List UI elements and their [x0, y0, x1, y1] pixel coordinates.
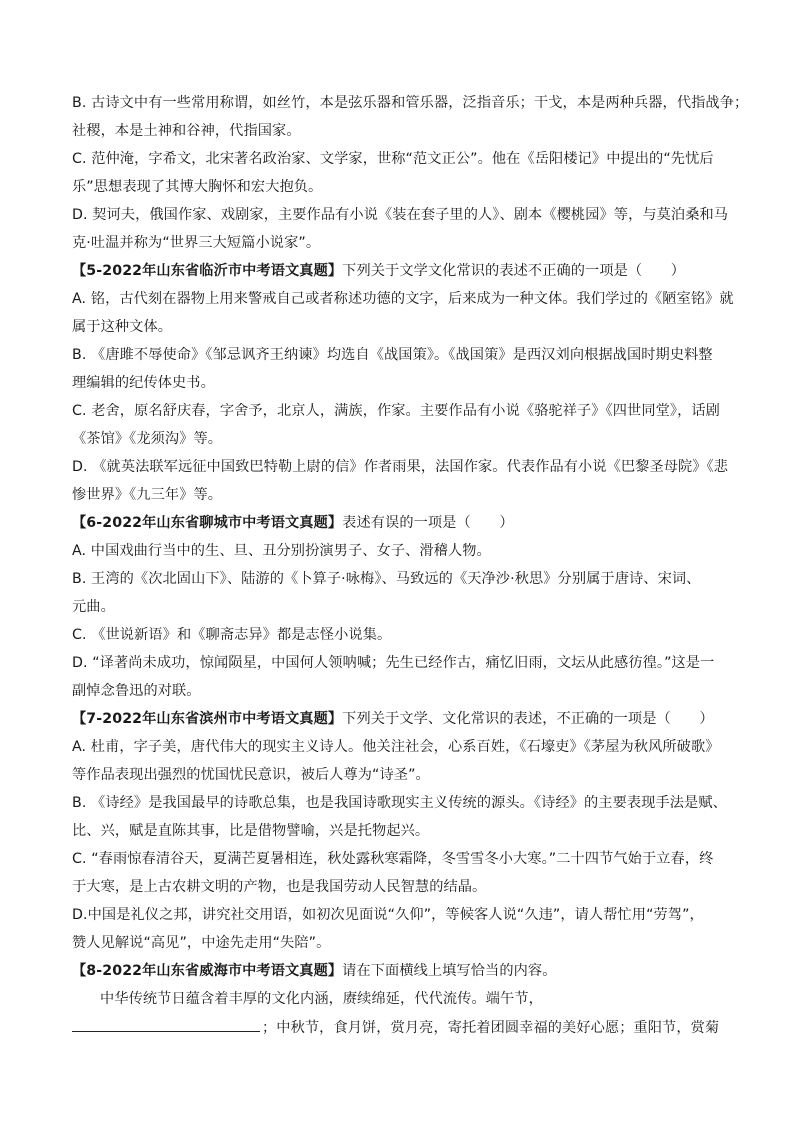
- q7-option-b-line-2: 比、兴，赋是直陈其事，比是借物譬喻，兴是托物起兴。: [72, 823, 430, 839]
- question-7-heading: [72, 709, 714, 729]
- question-7-source: 【7-2022年山东省滨州市中考语文真题】: [72, 711, 343, 727]
- option-d-line-1: D. 契诃夫，俄国作家、戏剧家，主要作品有小说《装在套子里的人》、剧本《樱桃园》等，与莫泊桑和马: [72, 207, 729, 223]
- q7-option-a-line-1: A. 杜甫，字子美，唐代伟大的现实主义诗人。他关注社会，心系百姓，《石壕吏》《茅屋为秋风所破歌》: [72, 739, 720, 755]
- q7-option-d-line-2: 赞人见解说“高见”，中途先走用“失陪”。: [72, 935, 331, 951]
- q5-option-c-line-1: C. 老舍，原名舒庆春，字舍予，北京人，满族，作家。主要作品有小说《骆驼祥子》《四世同堂》，话剧: [72, 403, 720, 419]
- q6-option-b-line-2: 元曲。: [72, 599, 115, 615]
- question-5-prompt: 下列关于文学文化常识的表述不正确的一项是（ ）: [342, 263, 686, 279]
- question-6-source: 【6-2022年山东省聊城市中考语文真题】: [72, 515, 343, 531]
- q7-option-c-line-1: C. “春雨惊春清谷天，夏满芒夏暑相连，秋处露秋寒霜降，冬雪雪冬小大寒。”二十四节气始于立春，终: [72, 851, 714, 867]
- q7-option-d-line-1: D.中国是礼仪之邦，讲究社交用语，如初次见面说“久仰”，等候客人说“久违”，请人帮忙用“劳驾”，: [72, 907, 704, 923]
- q7-option-a-line-2: 等作品表现出强烈的忧国忧民意识，被后人尊为“诗圣”。: [72, 767, 430, 783]
- q6-option-b-line-1: B. 王湾的《次北固山下》、陆游的《卜算子·咏梅》、马致远的《天净沙·秋思》分别属于唐诗、宋词、: [72, 571, 701, 587]
- q5-option-d-line-2: 惨世界》《九三年》等。: [72, 487, 223, 503]
- fill-in-blank[interactable]: [72, 1017, 260, 1032]
- q5-option-b-line-2: 理编辑的纪传体史书。: [72, 375, 215, 391]
- option-c-line-1: C. 范仲淹，字希文，北宋著名政治家、文学家，世称“范文正公”。他在《岳阳楼记》中提出的“先忧后: [72, 151, 714, 167]
- q6-option-d-line-2: 副悼念鲁迅的对联。: [72, 683, 201, 699]
- q6-option-c: C. 《世说新语》和《聊斋志异》都是志怪小说集。: [72, 627, 392, 643]
- option-c-line-2: 乐”思想表现了其博大胸怀和宏大抱负。: [72, 179, 323, 195]
- q5-option-b-line-1: B. 《唐雎不辱使命》《邹忌讽齐王纳谏》均选自《战国策》。《战国策》是西汉刘向根据战国时期史料整: [72, 347, 713, 363]
- q8-passage-line-2-text: ；中秋节，食月饼，赏月亮，寄托着团圆幸福的美好心愿；重阳节，赏菊: [262, 1020, 720, 1036]
- question-5-heading: [72, 261, 685, 281]
- question-6-heading: [72, 513, 514, 533]
- q8-passage-line-2: [72, 1017, 719, 1038]
- option-b-line-1: B. 古诗文中有一些常用称谓，如丝竹，本是弦乐器和管乐器，泛指音乐；干戈，本是两种兵器，代指战争；: [72, 95, 749, 111]
- q5-option-d-line-1: D. 《就英法联军远征中国致巴特勒上尉的信》作者雨果，法国作家。代表作品有小说《巴黎圣母院》《悲: [72, 459, 729, 475]
- q6-option-a: A. 中国戏曲行当中的生、旦、丑分别扮演男子、女子、滑稽人物。: [72, 543, 491, 559]
- q8-passage-line-1: 中华传统节日蕴含着丰厚的文化内涵，赓续绵延，代代流传。端午节，: [100, 991, 543, 1007]
- q5-option-c-line-2: 《茶馆》《龙须沟》等。: [72, 431, 223, 447]
- question-5-source: 【5-2022年山东省临沂市中考语文真题】: [72, 263, 343, 279]
- question-8-prompt: 请在下面横线上填写恰当的内容。: [342, 963, 557, 979]
- question-6-prompt: 表述有误的一项是（ ）: [342, 515, 514, 531]
- question-7-prompt: 下列关于文学、文化常识的表述，不正确的一项是（ ）: [342, 711, 714, 727]
- option-b-line-2: 社稷，本是土神和谷神，代指国家。: [72, 123, 301, 139]
- question-8-source: 【8-2022年山东省威海市中考语文真题】: [72, 963, 343, 979]
- q7-option-b-line-1: B. 《诗经》是我国最早的诗歌总集，也是我国诗歌现实主义传统的源头。《诗经》的主要表现手法是赋、: [72, 795, 727, 811]
- q5-option-a-line-1: A. 铭，古代刻在器物上用来警戒自己或者称述功德的文字，后来成为一种文体。我们学过的《陋室铭》就: [72, 291, 734, 307]
- q7-option-c-line-2: 于大寒，是上古农耕文明的产物，也是我国劳动人民智慧的结晶。: [72, 879, 487, 895]
- q6-option-d-line-1: D. “译著尚未成功，惊闻陨星，中国何人领呐喊；先生已经作古，痛忆旧雨，文坛从此感彷徨。”这是一: [72, 655, 715, 671]
- q5-option-a-line-2: 属于这种文体。: [72, 319, 173, 335]
- question-8-heading: [72, 961, 557, 981]
- option-d-line-2: 克·吐温并称为“世界三大短篇小说家”。: [72, 235, 321, 251]
